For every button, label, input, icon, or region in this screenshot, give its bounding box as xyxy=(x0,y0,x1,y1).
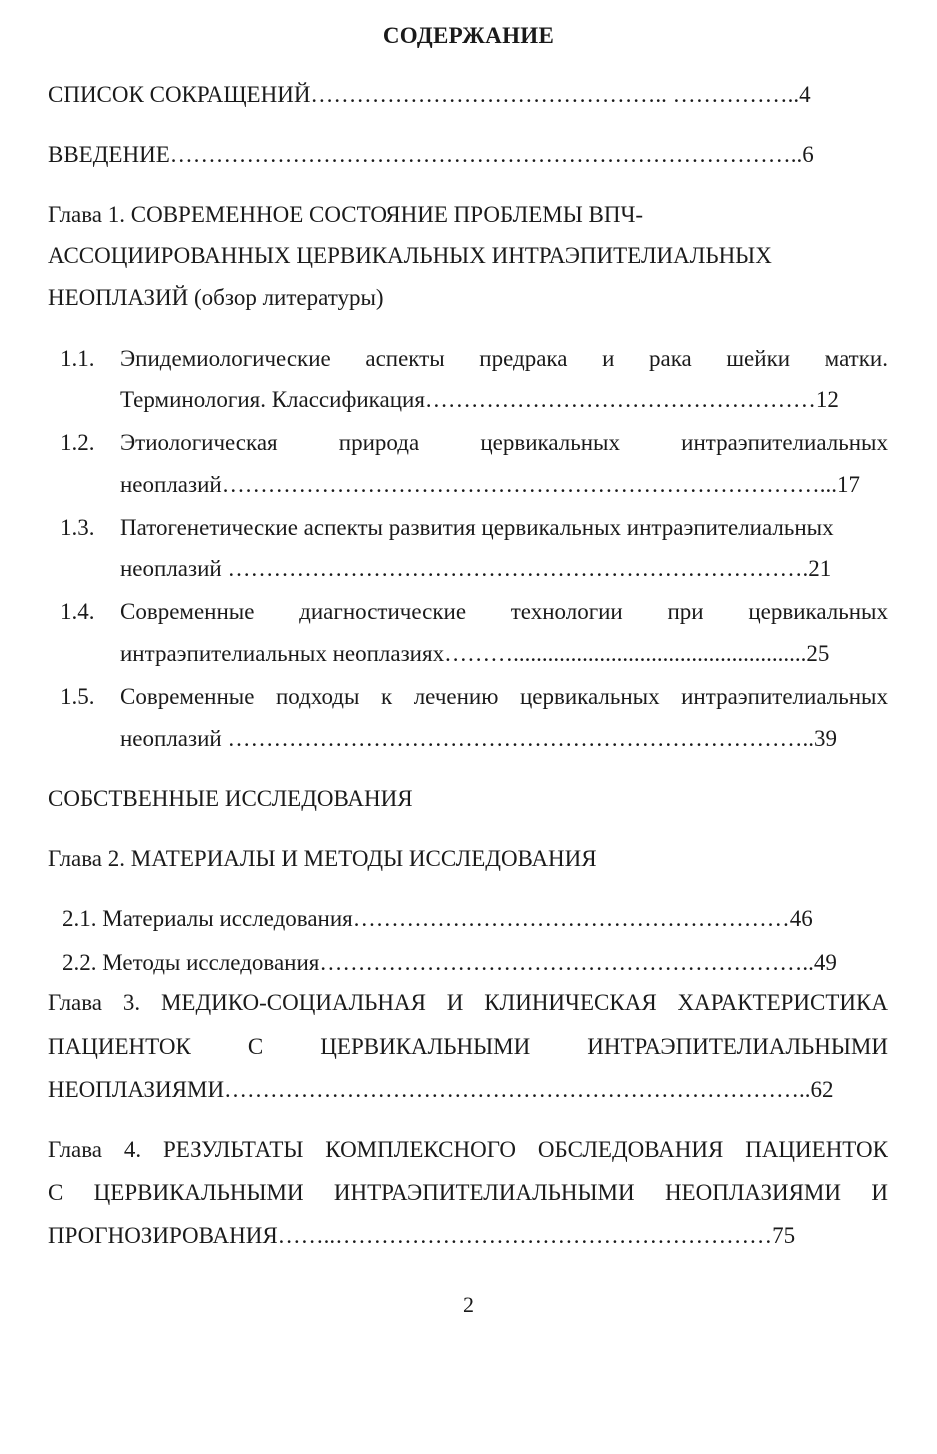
toc-word: цервикальных xyxy=(519,684,660,709)
toc-word: Этиологическая xyxy=(120,430,278,455)
toc-word: 3. xyxy=(122,990,141,1015)
toc-word: диагностические xyxy=(299,599,467,624)
toc-word: цервикальных xyxy=(480,430,620,455)
toc-word: КОМПЛЕКСНОГО xyxy=(325,1137,517,1162)
document-title: СОДЕРЖАНИЕ xyxy=(382,23,555,48)
toc-word: РЕЗУЛЬТАТЫ xyxy=(163,1137,304,1162)
toc-section-1-3-line1: Патогенетические аспекты развития цервикальных интраэпителиальных xyxy=(120,515,834,540)
toc-section-2-2: 2.2. Методы исследования………………………………………………………..49 xyxy=(62,950,837,975)
toc-heading-own-research: СОБСТВЕННЫЕ ИССЛЕДОВАНИЯ xyxy=(48,786,413,811)
toc-word: природа xyxy=(338,430,420,455)
toc-chapter3-line1 xyxy=(48,988,888,1018)
toc-section-1-1-line2: Терминология. Классификация……………………………………………12 xyxy=(120,387,839,412)
page-number: 2 xyxy=(463,1292,474,1317)
toc-word: Современные xyxy=(120,684,255,709)
toc-section-1-3-line2: неоплазий ………………………………………………………………….21 xyxy=(120,556,832,581)
toc-chapter1-line1: Глава 1. СОВРЕМЕННОЕ СОСТОЯНИЕ ПРОБЛЕМЫ ВПЧ- xyxy=(48,202,644,227)
toc-section-1-2-line1 xyxy=(120,428,888,458)
toc-word: при xyxy=(667,599,704,624)
toc-word: ПАЦИЕНТОК xyxy=(48,1034,191,1059)
toc-section-1-3-number: 1.3. xyxy=(60,515,95,540)
toc-entry-abbreviations: СПИСОК СОКРАЩЕНИЙ……………………………………….. ……………..4 xyxy=(48,82,811,107)
toc-word: КЛИНИЧЕСКАЯ xyxy=(484,990,657,1015)
toc-chapter1-line2: АССОЦИИРОВАННЫХ ЦЕРВИКАЛЬНЫХ ИНТРАЭПИТЕЛИАЛЬНЫХ xyxy=(48,243,772,268)
toc-word: рака xyxy=(648,346,692,371)
toc-word: подходы xyxy=(275,684,360,709)
toc-word: ЦЕРВИКАЛЬНЫМИ xyxy=(320,1034,531,1059)
toc-word: Эпидемиологические xyxy=(120,346,331,371)
toc-section-1-4-line2: интраэпителиальных неоплазиях………...................................................25 xyxy=(120,641,830,666)
toc-word: шейки xyxy=(726,346,791,371)
toc-word: МЕДИКО-СОЦИАЛЬНАЯ xyxy=(160,990,426,1015)
toc-chapter3-line3: НЕОПЛАЗИЯМИ…………………………………………………………………..62 xyxy=(48,1077,834,1102)
toc-word: И xyxy=(446,990,464,1015)
toc-word: 4. xyxy=(123,1137,142,1162)
toc-word: ИНТРАЭПИТЕЛИАЛЬНЫМИ xyxy=(333,1180,635,1205)
toc-section-1-2-number: 1.2. xyxy=(60,430,95,455)
toc-chapter2: Глава 2. МАТЕРИАЛЫ И МЕТОДЫ ИССЛЕДОВАНИЯ xyxy=(48,846,597,871)
toc-word: С xyxy=(48,1180,64,1205)
toc-section-1-1-line1 xyxy=(120,344,888,374)
toc-word: аспекты xyxy=(365,346,445,371)
toc-chapter1-line3: НЕОПЛАЗИЙ (обзор литературы) xyxy=(48,285,384,310)
toc-section-1-4-number: 1.4. xyxy=(60,599,95,624)
toc-word: к xyxy=(380,684,393,709)
toc-word: цервикальных xyxy=(748,599,888,624)
toc-chapter3-line2 xyxy=(48,1032,888,1062)
toc-entry-introduction: ВВЕДЕНИЕ………………………………………………………………………..6 xyxy=(48,142,814,167)
toc-word: ЦЕРВИКАЛЬНЫМИ xyxy=(93,1180,304,1205)
toc-section-1-1-number: 1.1. xyxy=(60,346,95,371)
toc-chapter4-line3: ПРОГНОЗИРОВАНИЯ……..…………………………………………………75 xyxy=(48,1223,796,1248)
toc-word: Глава xyxy=(48,990,103,1015)
toc-word: Глава xyxy=(48,1137,103,1162)
toc-word: ПАЦИЕНТОК xyxy=(745,1137,888,1162)
toc-section-1-5-line1 xyxy=(120,682,888,712)
toc-word: НЕОПЛАЗИЯМИ xyxy=(664,1180,841,1205)
toc-word: интраэпителиальных xyxy=(681,684,888,709)
toc-word: И xyxy=(871,1180,888,1205)
toc-word: лечению xyxy=(413,684,499,709)
toc-chapter4-line2 xyxy=(48,1178,888,1208)
toc-word: технологии xyxy=(510,599,623,624)
toc-word: Современные xyxy=(120,599,255,624)
toc-word: матки. xyxy=(824,346,888,371)
toc-word: ХАРАКТЕРИСТИКА xyxy=(677,990,888,1015)
toc-section-1-5-line2: неоплазий …………………………………………………………………..39 xyxy=(120,726,837,751)
toc-word: С xyxy=(247,1034,264,1059)
toc-word: предрака xyxy=(479,346,568,371)
toc-word: интраэпителиальных xyxy=(681,430,888,455)
toc-section-1-2-line2: неоплазий……………………………………………………………………...17 xyxy=(120,472,860,497)
toc-word: ОБСЛЕДОВАНИЯ xyxy=(537,1137,724,1162)
toc-section-1-4-line1 xyxy=(120,597,888,627)
toc-section-1-5-number: 1.5. xyxy=(60,684,95,709)
toc-section-2-1: 2.1. Материалы исследования…………………………………………………46 xyxy=(62,906,813,931)
toc-chapter4-line1 xyxy=(48,1135,888,1165)
toc-word: и xyxy=(602,346,615,371)
toc-word: ИНТРАЭПИТЕЛИАЛЬНЫМИ xyxy=(587,1034,888,1059)
